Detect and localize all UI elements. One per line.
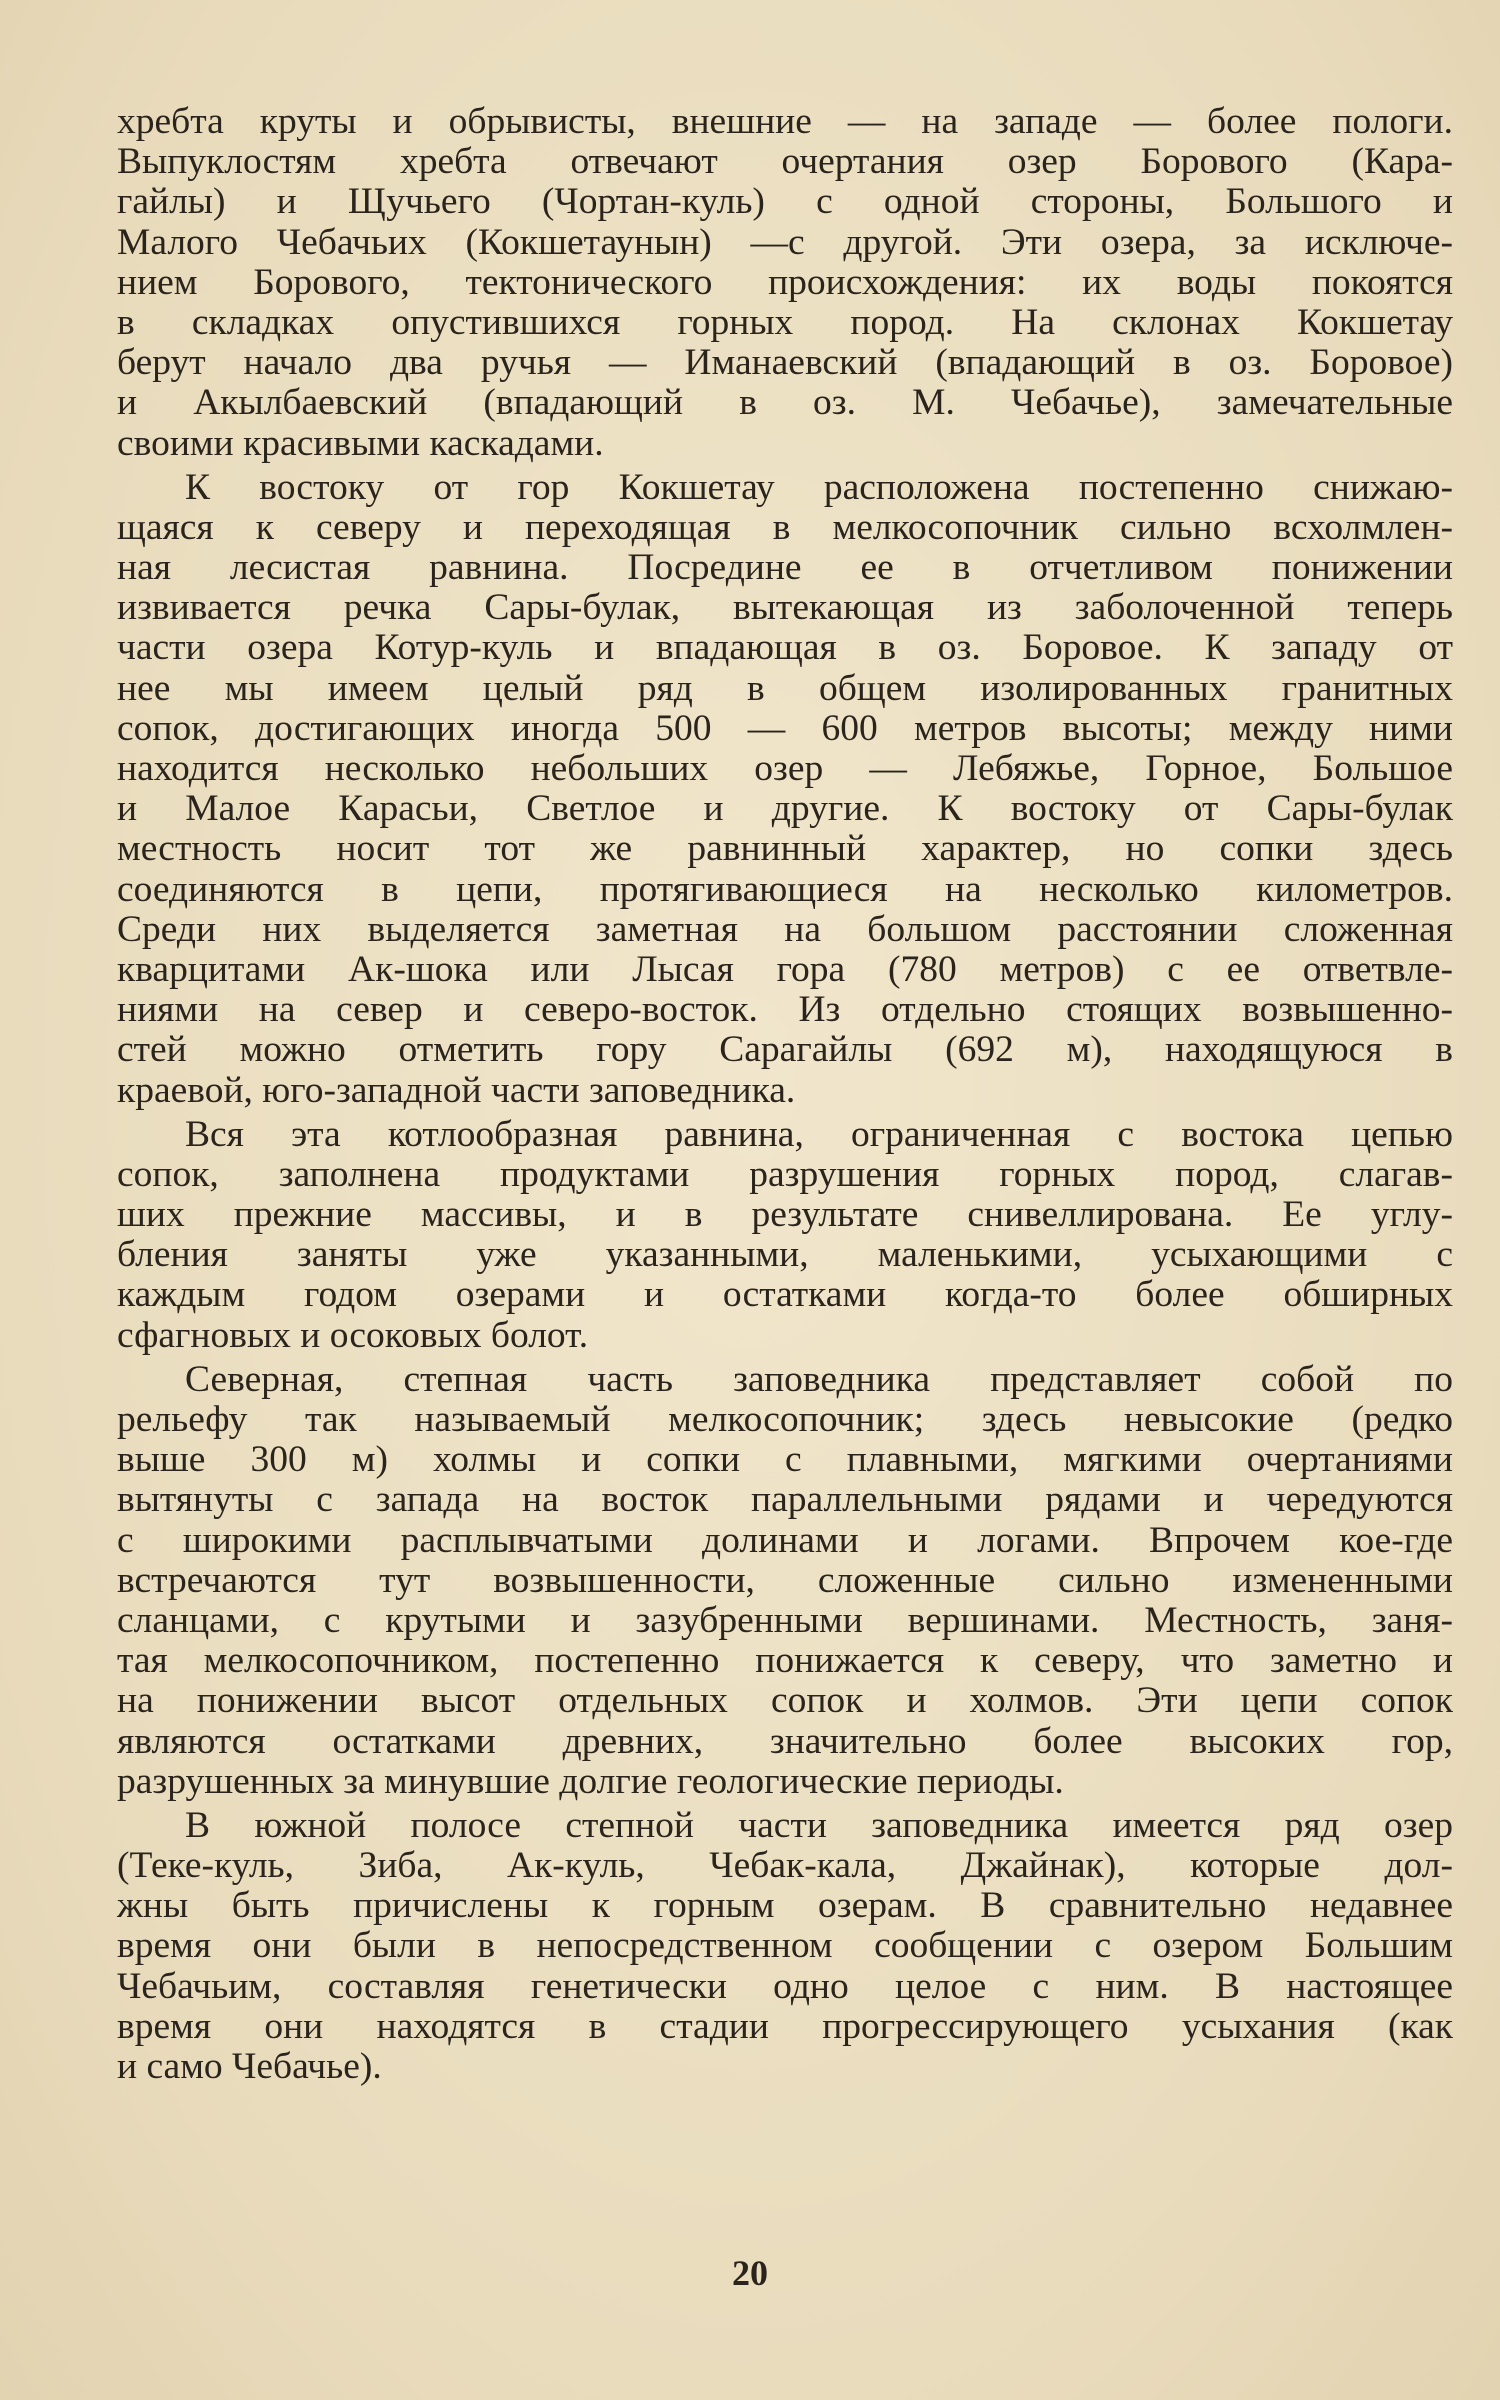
text-line: сланцами, с крутыми и зазубренными вершинами. Местность, заня-: [117, 1599, 1453, 1641]
text-line: своими красивыми каскадами.: [117, 422, 604, 464]
text-line: сфагновых и осоковых болот.: [117, 1314, 589, 1356]
text-line: К востоку от гор Кокшетау расположена постепенно снижаю-: [185, 466, 1453, 508]
paragraph-1: [117, 102, 1453, 464]
text-line: нее мы имеем целый ряд в общем изолированных гранитных: [117, 667, 1453, 709]
text-line: рельефу так называемый мелкосопочник; здесь невысокие (редко: [117, 1399, 1453, 1440]
text-line: Выпуклостям хребта отвечают очертания озер Борового (Кара-: [117, 141, 1453, 183]
text-line: Среди них выделяется заметная на большом расстоянии сложенная: [117, 908, 1453, 950]
text-line: встречаются тут возвышенности, сложенные сильно измененными: [117, 1559, 1453, 1601]
text-line: кварцитами Ак-шока или Лысая гора (780 метров) с ее ответвле-: [117, 948, 1453, 990]
text-line: в складках опустившихся горных пород. На склонах Кокшетау: [117, 301, 1453, 343]
text-line: берут начало два ручья — Иманаевский (впадающий в оз. Боровое): [117, 342, 1453, 384]
text-line: сопок, достигающих иногда 500 — 600 метров высоты; между ними: [117, 707, 1453, 749]
text-line: Чебачьим, составляя генетически одно целое с ним. В настоящее: [117, 1965, 1453, 2007]
text-line: Вся эта котлообразная равнина, ограниченная с востока цепью: [185, 1113, 1453, 1155]
paragraph-2: [117, 468, 1453, 1111]
text-line: и Акылбаевский (впадающий в оз. М. Чебачье), замечательные: [117, 382, 1453, 424]
text-line: и Малое Карасьи, Светлое и другие. К востоку от Сары-булак: [117, 788, 1453, 830]
text-line: бления заняты уже указанными, маленькими, усыхающими с: [117, 1234, 1453, 1276]
text-line: выше 300 м) холмы и сопки с плавными, мягкими очертаниями: [117, 1439, 1453, 1481]
body-text: [117, 102, 1453, 2087]
text-line: разрушенных за минувшие долгие геологические периоды.: [117, 1760, 1064, 1802]
text-line: нием Борового, тектонического происхождения: их воды покоятся: [117, 261, 1453, 303]
text-line: сопок, заполнена продуктами разрушения горных пород, слагав-: [117, 1153, 1453, 1195]
text-line: В южной полосе степной части заповедника имеется ряд озер: [185, 1804, 1453, 1846]
text-line: время они были в непосредственном сообщении с озером Большим: [117, 1925, 1453, 1967]
text-line: Малого Чебачьих (Кокшетаунын) —с другой. Эти озера, за исключе-: [117, 221, 1453, 263]
text-line: жны быть причислены к горным озерам. В сравнительно недавнее: [117, 1885, 1453, 1927]
text-line: Северная, степная часть заповедника представляет собой по: [185, 1358, 1453, 1400]
text-line: гайлы) и Щучьего (Чортан-куль) с одной стороны, Большого и: [117, 181, 1453, 223]
text-line: ная лесистая равнина. Посредине ее в отчетливом понижении: [117, 547, 1453, 589]
text-line: и само Чебачье).: [117, 2046, 382, 2087]
text-line: (Теке-куль, Зиба, Ак-куль, Чебак-кала, Джайнак), которые дол-: [117, 1845, 1453, 1887]
paragraph-4: [117, 1360, 1453, 1802]
paragraph-5: [117, 1806, 1453, 2087]
text-line: части озера Котур-куль и впадающая в оз. Боровое. К западу от: [117, 627, 1453, 669]
text-line: тая мелкосопочником, постепенно понижается к северу, что заметно и: [117, 1640, 1453, 1682]
text-line: на понижении высот отдельных сопок и холмов. Эти цепи сопок: [117, 1680, 1453, 1722]
text-line: местность носит тот же равнинный характер, но сопки здесь: [117, 828, 1453, 870]
page-number: 20: [732, 2253, 768, 2293]
text-line: вытянуты с запада на восток параллельными рядами и чередуются: [117, 1479, 1453, 1521]
text-line: ниями на север и северо-восток. Из отдельно стоящих возвышенно-: [117, 989, 1453, 1031]
text-line: соединяются в цепи, протягивающиеся на несколько километров.: [117, 868, 1453, 910]
text-line: извивается речка Сары-булак, вытекающая из заболоченной теперь: [117, 587, 1453, 629]
text-line: щаяся к северу и переходящая в мелкосопочник сильно всхолмлен-: [117, 506, 1453, 548]
text-line: каждым годом озерами и остатками когда-то более обширных: [117, 1274, 1453, 1316]
text-line: являются остатками древних, значительно более высоких гор,: [117, 1720, 1453, 1762]
text-line: хребта круты и обрывисты, внешние — на западе — более пологи.: [117, 101, 1453, 142]
text-line: время они находятся в стадии прогрессирующего усыхания (как: [117, 2005, 1453, 2047]
paragraph-3: [117, 1115, 1453, 1356]
text-line: краевой, юго-западной части заповедника.: [117, 1069, 796, 1111]
text-line: стей можно отметить гору Сарагайлы (692 м), находящуюся в: [117, 1029, 1453, 1071]
text-line: находится несколько небольших озер — Лебяжье, Горное, Большое: [117, 748, 1453, 789]
text-line: ших прежние массивы, и в результате снивеллирована. Ее углу-: [117, 1194, 1453, 1236]
text-line: с широкими расплывчатыми долинами и логами. Впрочем кое-где: [117, 1519, 1453, 1561]
